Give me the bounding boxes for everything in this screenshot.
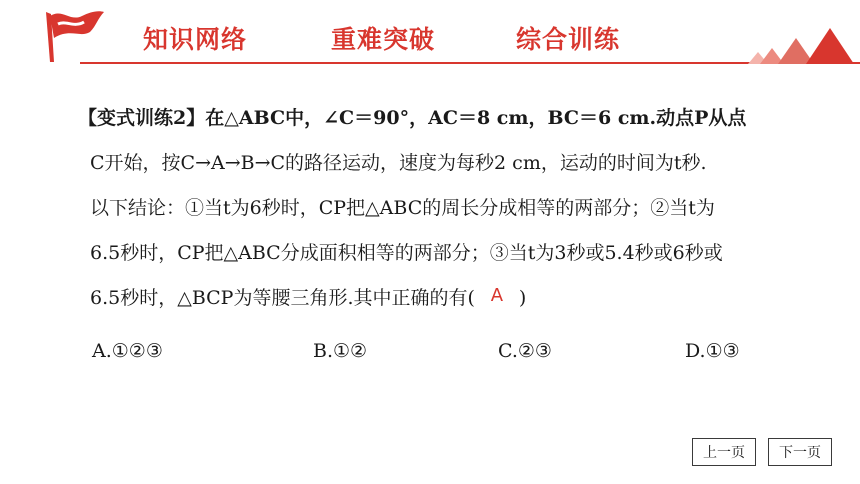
flag-logo-icon [40,8,106,66]
question-line-5-text: 6.5秒时，△BCP为等腰三角形.其中正确的有( [90,287,475,309]
next-page-button[interactable]: 下一页 [768,438,832,466]
option-b[interactable]: B.①② [313,340,368,362]
question-line-5 [78,276,798,321]
tab-knowledge-network[interactable]: 知识网络 [143,25,248,54]
question-line-3-text: 以下结论：①当t为6秒时，CP把△ABC的周长分成相等的两部分；②当t为 [90,197,715,219]
option-a[interactable]: A.①②③ [92,340,163,362]
answer-text: A [490,285,504,306]
header-divider [80,62,860,64]
question-line-2 [78,141,798,186]
tab-key-difficulties[interactable]: 重难突破 [331,25,436,54]
question-line-4 [78,231,798,276]
tab-comprehensive-training[interactable]: 综合训练 [516,25,621,54]
question-block [78,96,798,321]
question-line-3 [78,186,798,231]
option-d[interactable]: D.①③ [685,340,740,362]
question-line-4-text: 6.5秒时，CP把△ABC分成面积相等的两部分；③当t为3秒或5.4秒或6秒或 [90,242,723,264]
prev-page-button[interactable]: 上一页 [692,438,756,466]
option-c[interactable]: C.②③ [498,340,552,362]
question-close-paren: ) [518,287,527,309]
question-line-2-text: C开始，按C→A→B→C的路径运动，速度为每秒2 cm，运动的时间为t秒. [90,152,707,174]
question-line-1 [78,96,798,141]
decorative-triangles [748,26,860,64]
question-line-1-text: 【变式训练2】在△ABC中，∠C＝90°，AC＝8 cm，BC＝6 cm.动点P从点 [78,107,747,129]
